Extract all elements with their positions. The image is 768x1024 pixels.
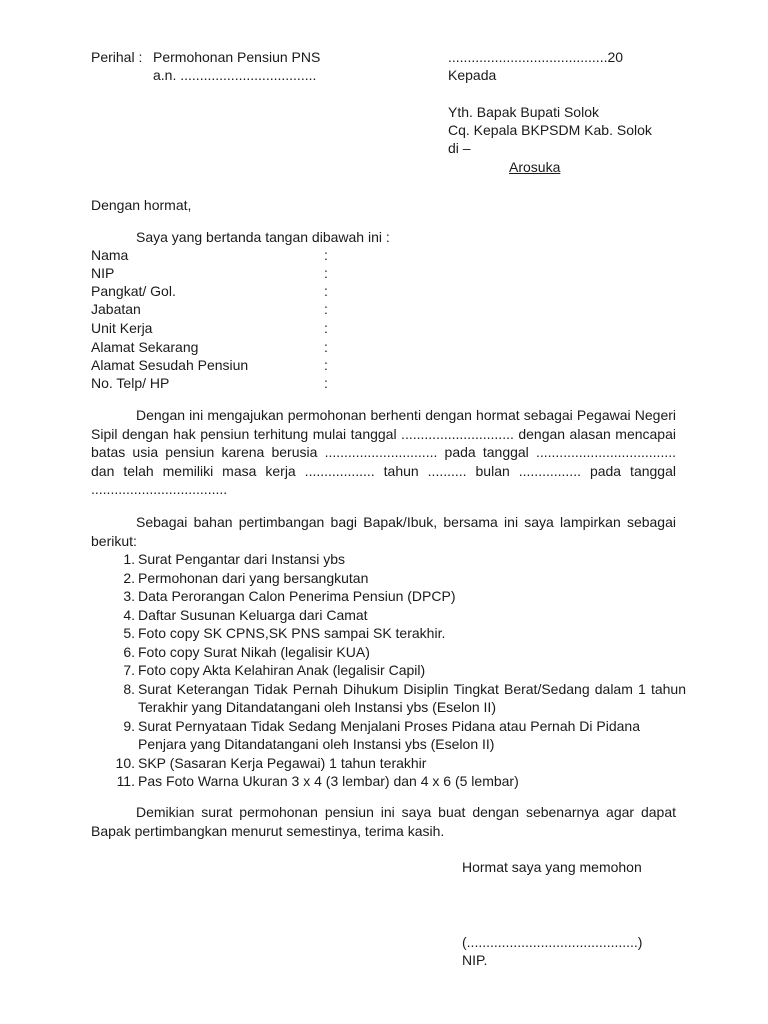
list-item: [91, 717, 686, 754]
field-nip: [91, 264, 328, 282]
perihal-value: Permohonan Pensiun PNS: [153, 49, 321, 65]
list-item-text: Foto copy Surat Nikah (legalisir KUA): [138, 643, 370, 660]
kepada-label: Kepada: [448, 67, 497, 83]
list-item-text: Permohonan dari yang bersangkutan: [138, 569, 369, 586]
closing-text: Demikian surat permohonan pensiun ini saya buat dengan sebenarnya agar dapat Bapak pertimbangkan menurut semestinya, terima kasih.: [91, 804, 676, 839]
field-alamat-sesudah: [91, 356, 328, 374]
list-item: [91, 587, 686, 606]
list-item-number: 10.: [115, 754, 135, 771]
field-label: Alamat Sesudah Pensiun: [91, 357, 249, 373]
list-item-number: 7.: [123, 662, 135, 678]
field-label: NIP: [91, 265, 115, 281]
field-colon: :: [324, 357, 328, 373]
list-item: [91, 754, 686, 773]
date-line: .........................................20: [448, 49, 624, 65]
list-item-number: 8.: [123, 680, 135, 697]
field-jabatan: [91, 300, 328, 318]
field-colon: :: [324, 339, 328, 355]
field-colon: :: [324, 320, 328, 336]
list-item: [91, 643, 686, 662]
field-label: Jabatan: [91, 301, 141, 317]
list-item: [91, 569, 686, 588]
field-nama: [91, 246, 328, 264]
field-colon: :: [324, 265, 328, 281]
atas-nama-line: a.n. ...................................: [153, 67, 317, 83]
field-label: Unit Kerja: [91, 320, 153, 336]
list-item-number: 9.: [123, 717, 135, 734]
signature-nip: NIP.: [462, 952, 488, 968]
recipient-line-3: di –: [448, 140, 471, 156]
list-item: [91, 680, 686, 717]
list-item-number: 4.: [123, 606, 135, 623]
list-item-text: Surat Pernyataan Tidak Sedang Menjalani Proses Pidana atau Pernah Di Pidana Penjara yang Ditandatangani oleh Instansi ybs (Eselon II): [138, 717, 640, 752]
list-item: [91, 606, 686, 625]
recipient-line-2: Cq. Kepala BKPSDM Kab. Solok: [448, 122, 652, 138]
list-item-number: 6.: [123, 643, 135, 660]
recipient-line-1: Yth. Bapak Bupati Solok: [448, 104, 599, 120]
request-paragraph: [91, 406, 676, 499]
field-colon: :: [324, 283, 328, 299]
signature-name-line: (............................................): [462, 934, 643, 950]
field-unit-kerja: [91, 319, 328, 337]
list-item-text: Surat Pengantar dari Instansi ybs: [138, 551, 346, 567]
list-item: [91, 550, 686, 569]
field-colon: :: [324, 301, 328, 317]
request-paragraph-text: Dengan ini mengajukan permohonan berhenti dengan hormat sebagai Pegawai Negeri Sipil dengan hak pensiun terhitung mulai tanggal ............................. dengan alasan mencapai batas usia pensiun karena berusia ............................. pada tanggal .................................... dan telah memiliki masa kerja .................. tahun .......... bulan ................ pada tanggal ...................................: [91, 407, 676, 497]
greeting: Dengan hormat,: [91, 197, 192, 213]
list-item-text: Pas Foto Warna Ukuran 3 x 4 (3 lembar) dan 4 x 6 (5 lembar): [138, 773, 519, 789]
list-item: [91, 772, 686, 791]
attachment-intro-text: Sebagai bahan pertimbangan bagi Bapak/Ibuk, bersama ini saya lampirkan sebagai berikut:: [91, 514, 676, 549]
field-alamat-sekarang: [91, 338, 328, 356]
signature-title: Hormat saya yang memohon: [462, 859, 642, 875]
list-item-text: Foto copy SK CPNS,SK PNS sampai SK terakhir.: [138, 625, 446, 641]
list-item-number: 5.: [123, 625, 135, 641]
list-item-text: Surat Keterangan Tidak Pernah Dihukum Disiplin Tingkat Berat/Sedang dalam 1 tahun Terakhir yang Ditandatangani oleh Instansi ybs (Eselon II): [138, 680, 686, 715]
field-colon: :: [324, 247, 328, 263]
closing-paragraph: [91, 803, 676, 840]
attachment-intro-paragraph: [91, 513, 676, 550]
intro-line: Saya yang bertanda tangan dibawah ini :: [136, 229, 390, 245]
list-item-text: Data Perorangan Calon Penerima Pensiun (DPCP): [138, 588, 456, 604]
list-item-number: 1.: [123, 551, 135, 567]
field-telp: [91, 374, 328, 392]
list-item-text: Foto copy Akta Kelahiran Anak (legalisir Capil): [138, 662, 426, 678]
field-label: Nama: [91, 247, 129, 263]
list-item: [91, 661, 686, 680]
field-label: Pangkat/ Gol.: [91, 283, 176, 299]
list-item-text: Daftar Susunan Keluarga dari Camat: [138, 606, 368, 623]
list-item-number: 11.: [116, 773, 135, 789]
attachment-list: [91, 550, 686, 791]
field-label: Alamat Sekarang: [91, 339, 199, 355]
field-pangkat: [91, 282, 328, 300]
list-item-number: 3.: [123, 588, 135, 604]
field-label: No. Telp/ HP: [91, 375, 170, 391]
recipient-city: Arosuka: [509, 159, 561, 175]
field-colon: :: [324, 375, 328, 391]
list-item-text: SKP (Sasaran Kerja Pegawai) 1 tahun terakhir: [138, 754, 427, 771]
list-item: [91, 624, 686, 643]
list-item-number: 2.: [123, 569, 135, 586]
perihal-label: Perihal :: [91, 49, 143, 65]
